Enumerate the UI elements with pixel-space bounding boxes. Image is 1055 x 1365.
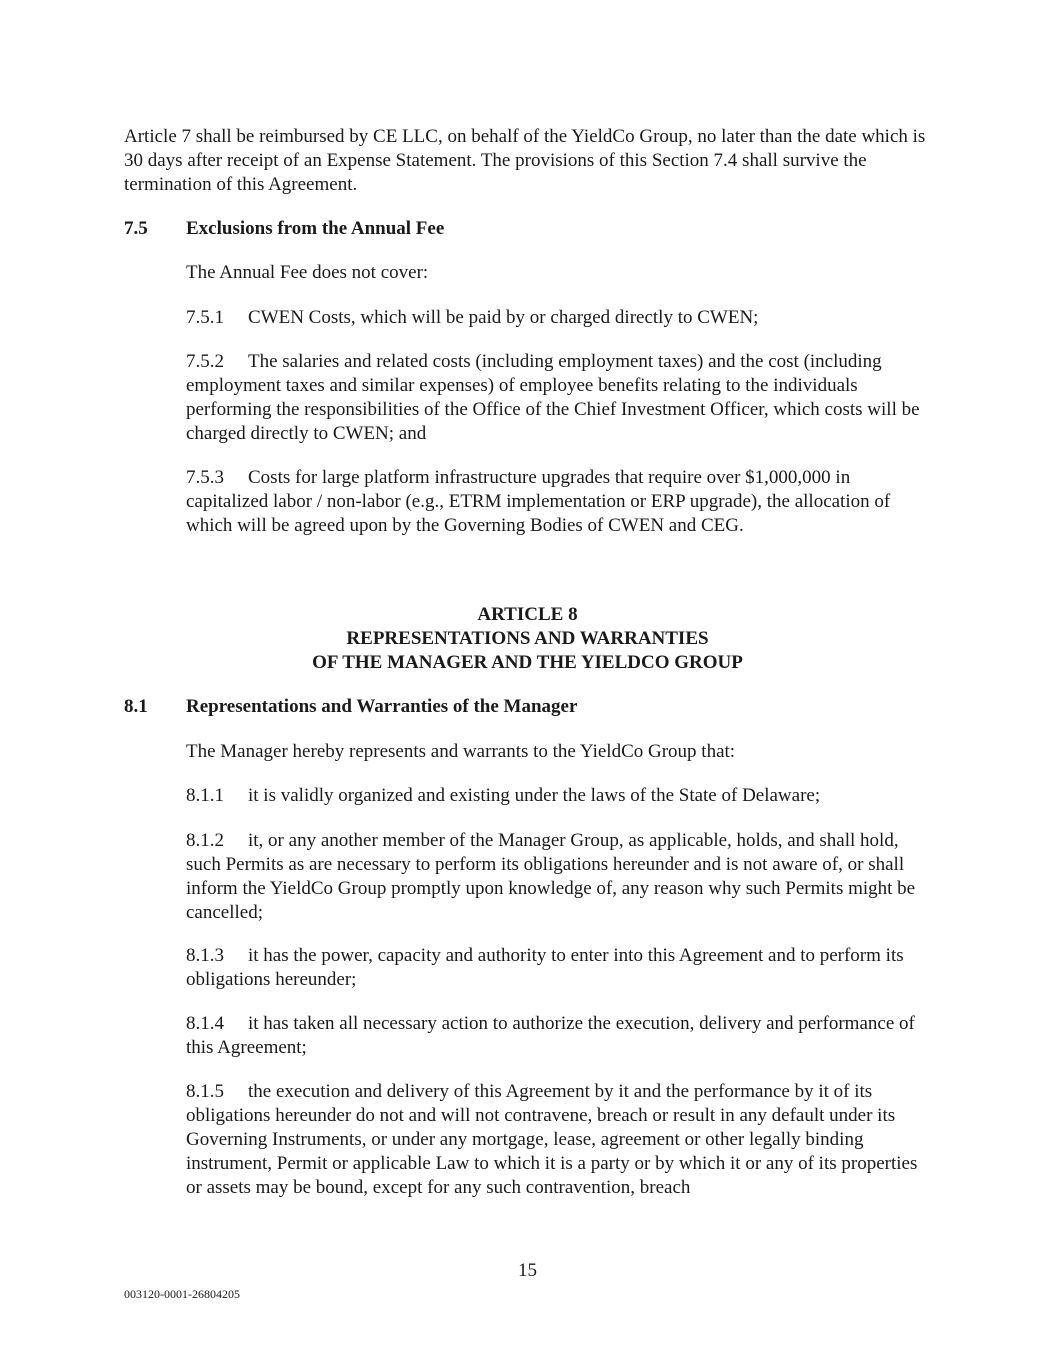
item-text: Costs for large platform infrastructure upgrades that require over $1,000,000 in capitalized labor / non-labor (e.g., ETRM implementation or ERP upgrade), the allocation of which will be agreed upon by the Governing Bodies of CWEN and CEG. [186, 467, 891, 536]
item-text: it, or any another member of the Manager Group, as applicable, holds, and shall hold, such Permits as are necessary to perform its obligations hereunder and is not aware of, or shall inform the YieldCo Group promptly upon knowledge of, any reason why such Permits might be cancelled; [186, 830, 916, 923]
item-text: The salaries and related costs (including employment taxes) and the cost (including employment taxes and similar expenses) of employee benefits relating to the individuals performing the responsibilities of the Office of the Chief Investment Officer, which costs will be charged directly to CWEN; and [186, 351, 920, 444]
list-item-7-5-2 [186, 350, 934, 446]
item-text: it is validly organized and existing under the laws of the State of Delaware; [248, 785, 821, 806]
item-number: 8.1.1 [186, 785, 224, 806]
article-8-subtitle-line-1: REPRESENTATIONS AND WARRANTIES [346, 628, 709, 649]
item-text: CWEN Costs, which will be paid by or charged directly to CWEN; [248, 307, 759, 328]
page-number: 15 [518, 1260, 537, 1281]
section-7-5-number: 7.5 [124, 218, 148, 239]
list-item-8-1-5 [186, 1080, 934, 1200]
item-number: 7.5.1 [186, 307, 224, 328]
item-number: 7.5.2 [186, 351, 224, 372]
section-8-1-title: Representations and Warranties of the Manager [186, 696, 578, 717]
item-number: 8.1.4 [186, 1013, 224, 1034]
list-item-8-1-3 [186, 944, 934, 992]
section-8-1-lead: The Manager hereby represents and warrants to the YieldCo Group that: [186, 741, 736, 762]
article-8-heading: ARTICLE 8 [477, 604, 578, 625]
item-number: 8.1.3 [186, 945, 224, 966]
list-item-8-1-4 [186, 1012, 934, 1060]
list-item-8-1-1 [186, 784, 934, 808]
intro-paragraph: Article 7 shall be reimbursed by CE LLC, on behalf of the YieldCo Group, no later than the date which is 30 days after receipt of an Expense Statement. The provisions of this Section 7.4 shall survive the termination of this Agreement. [124, 126, 926, 195]
list-item-7-5-1 [186, 306, 934, 330]
section-7-5-title: Exclusions from the Annual Fee [186, 218, 445, 239]
article-8-subtitle-line-2: OF THE MANAGER AND THE YIELDCO GROUP [312, 652, 743, 673]
item-number: 8.1.5 [186, 1081, 224, 1102]
section-8-1-number: 8.1 [124, 696, 148, 717]
list-item-7-5-3 [186, 466, 934, 538]
item-number: 7.5.3 [186, 467, 224, 488]
item-number: 8.1.2 [186, 830, 224, 851]
item-text: it has the power, capacity and authority to enter into this Agreement and to perform its obligations hereunder; [186, 945, 904, 990]
item-text: it has taken all necessary action to authorize the execution, delivery and performance of this Agreement; [186, 1013, 915, 1058]
item-text: the execution and delivery of this Agreement by it and the performance by it of its obligations hereunder do not and will not contravene, breach or result in any default under its Governing Instruments, or under any mortgage, lease, agreement or other legally binding instrument, Permit or applicable Law to which it is a party or by which it or any of its properties or assets may be bound, except for any such contravention, breach [186, 1081, 918, 1198]
list-item-8-1-2 [186, 829, 934, 925]
section-7-5-lead: The Annual Fee does not cover: [186, 262, 429, 283]
document-id: 003120-0001-26804205 [124, 1287, 240, 1301]
